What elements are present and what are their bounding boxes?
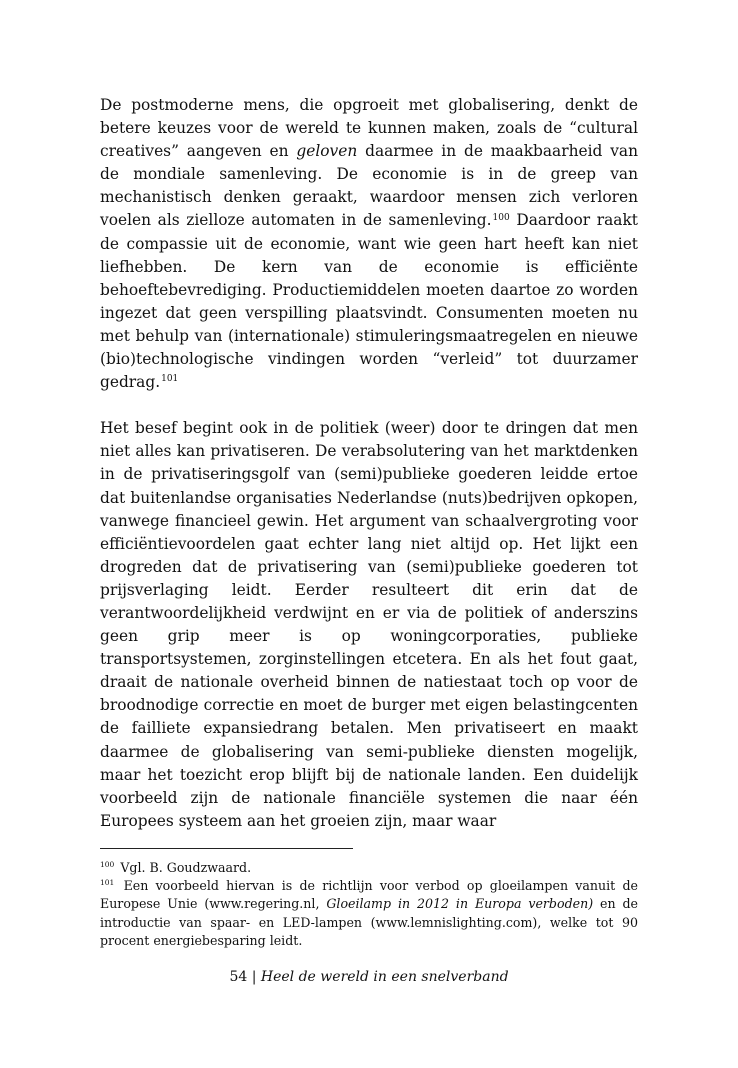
footnote-text: Vgl. B. Goudzwaard.	[116, 860, 252, 875]
footnote-101	[100, 877, 638, 950]
paragraph-1-text-a: De postmoderne mens, die opgroeit met globalisering, denkt de betere keuzes voor de wereld te kunnen maken, zoals de “cultural creatives” aangeven en	[100, 96, 638, 161]
footnote-number: 101	[100, 878, 115, 888]
paragraph-1-text-c: Daardoor raakt de compassie uit de economie, want wie geen hart heeft kan niet liefhebben. De kern van de economie is efficiënte behoeftebevrediging. Productiemiddelen moeten daartoe zo worden ingezet dat geen verspilling plaatsvindt. Consumenten moeten nu met behulp van (internationale) stimuleringsmaatregelen en nieuwe (bio)technologische vindingen worden “verleid” tot duurzamer gedrag.	[100, 211, 638, 392]
paragraph-1-text-b: daarmee in de maakbaarheid van de mondiale samenleving. De economie is in de greep van mechanistisch denken geraakt, waardoor mensen zich verloren voelen als zielloze automaten in de samenleving.	[100, 142, 638, 230]
footnote-divider	[100, 848, 353, 849]
footnote-emphasis: Gloeilamp in 2012 in Europa verboden)	[326, 896, 594, 912]
footnote-number: 100	[100, 860, 115, 870]
footnotes	[100, 859, 638, 950]
main-text	[100, 94, 638, 833]
paragraph-2: Het besef begint ook in de politiek (weer) door te dringen dat men niet alles kan privatiseren. De verabsolutering van het marktdenken in de privatiseringsgolf van (semi)publieke goederen leidde ertoe dat buitenlandse organisaties Nederlandse (nuts)bedrijven opkopen, vanwege financieel gewin. Het argument van schaalvergroting voor efficiëntievoordelen gaat echter lang niet altijd op. Het lijkt een drogreden dat de privatisering van (semi)publieke goederen tot prijsverlaging leidt. Eerder resulteert dit erin dat de verantwoordelijkheid verdwijnt en er via de politiek of anderszins geen grip meer is op woningcorporaties, publieke transportsystemen, zorginstellingen etcetera. En als het fout gaat, draait de nationale overheid binnen de natiestaat toch op voor de broodnodige correctie en moet de burger met eigen belastingcenten de failliete expansiedrang betalen. Men privatiseert en maakt daarmee de globalisering van semi-publieke diensten mogelijk, maar het toezicht erop blijft bij de nationale landen. Een duidelijk voorbeeld zijn de nationale financiële systemen die naar één Europees systeem aan het groeien zijn, maar waar	[100, 419, 638, 830]
page-footer	[0, 967, 738, 987]
footer-separator: |	[247, 969, 261, 985]
footnote-ref-101[interactable]: 101	[161, 374, 179, 385]
footnote-text-a: Een voorbeeld hiervan is de richtlijn voor verbod op gloeilampen vanuit de Europese Unie (www.regering.nl,	[100, 878, 638, 912]
page-number: 54	[229, 969, 248, 985]
footnote-100	[100, 859, 638, 877]
book-title: Heel de wereld in een snelverband	[260, 969, 509, 985]
footnote-text-b: en de introductie van spaar- en LED-lampen (www.lemnislighting.com), welke tot 90 procent energiebesparing leidt.	[100, 896, 639, 948]
paragraph-1-emphasis: geloven	[296, 142, 358, 161]
paragraph-1	[100, 94, 638, 394]
footnote-ref-100[interactable]: 100	[492, 212, 510, 223]
